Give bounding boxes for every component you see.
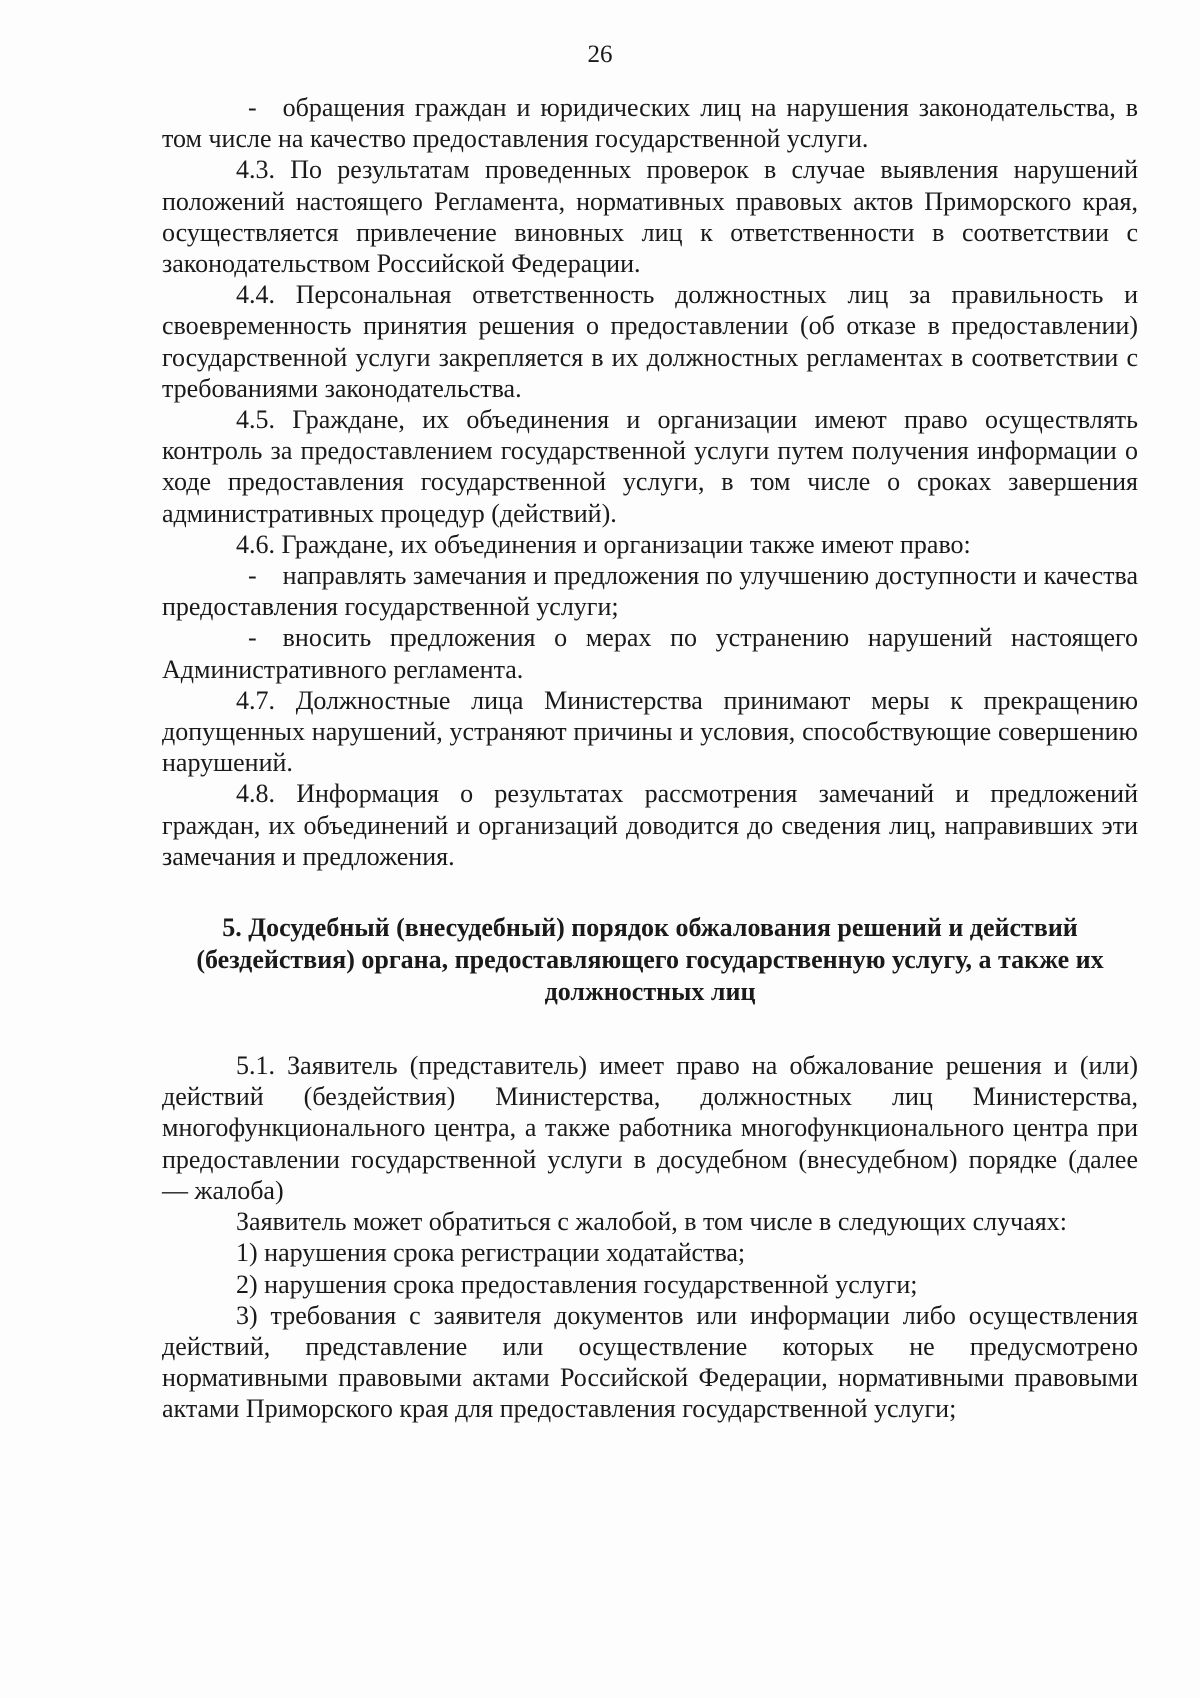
list-item-2: 2) нарушения срока предоставления государственной услуги; — [236, 1269, 918, 1299]
paragraph-4-3: 4.3. По результатам проведенных проверок в случае выявления нарушений положений настоящего Регламента, нормативных правовых актов Приморского края, осуществляется привлечение виновных лиц к ответственности в соответствии с законодательством Российской Федерации. — [162, 155, 1138, 279]
paragraph-4-5: 4.5. Граждане, их объединения и организации имеют право осуществлять контроль за предоставлением государственной услуги путем получения информации о ходе предоставления государственной услуги, в том числе о сроках завершения административных процедур (действий). — [162, 405, 1138, 528]
page-number: 26 — [587, 41, 613, 68]
section-5-heading: 5. Досудебный (внесудебный) порядок обжалования решений и действий (бездействия) органа, предоставляющего государственную услугу, а также их должностных лиц — [196, 913, 1104, 1007]
paragraph-5-1: 5.1. Заявитель (представитель) имеет право на обжалование решения и (или) действий (бездействия) Министерства, должностных лиц Министерства, многофункционального центра, а также работника многофункционального центра при предоставлении государственной услуги в досудебном (внесудебном) порядке (далее — жалоба) — [162, 1051, 1138, 1205]
paragraph-4-6-item-2: - вносить предложения о мерах по устранению нарушений настоящего Административного регламента. — [162, 623, 1138, 684]
list-item-3: 3) требования с заявителя документов или информации либо осуществления действий, представление или осуществление которых не предусмотрено нормативными правовыми актами Российской Федерации, нормативными правовыми актами Приморского края для предоставления государственной услуги; — [162, 1300, 1138, 1424]
paragraph-complaint-cases-intro: Заявитель может обратиться с жалобой, в том числе в следующих случаях: — [236, 1207, 1067, 1237]
paragraph-4-4: 4.4. Персональная ответственность должностных лиц за правильность и своевременность принятия решения о предоставлении (об отказе в предоставлении) государственной услуги закрепляется в их должностных регламентах в соответствии с требованиями законодательства. — [162, 280, 1138, 403]
list-item-1: 1) нарушения срока регистрации ходатайства; — [236, 1238, 746, 1268]
paragraph-4-6: 4.6. Граждане, их объединения и организации также имеют право: — [236, 529, 971, 559]
paragraph-complaints-dash: - обращения граждан и юридических лиц на нарушения законодательства, в том числе на качество предоставления государственной услуги. — [162, 93, 1138, 154]
document-body — [162, 92, 1138, 1425]
paragraph-4-6-item-1: - направлять замечания и предложения по улучшению доступности и качества предоставления государственной услуги; — [162, 561, 1138, 622]
paragraph-4-8: 4.8. Информация о результатах рассмотрения замечаний и предложений граждан, их объединений и организаций доводится до сведения лиц, направивших эти замечания и предложения. — [162, 779, 1138, 871]
paragraph-4-7: 4.7. Должностные лица Министерства принимают меры к прекращению допущенных нарушений, устраняют причины и условия, способствующие совершению нарушений. — [162, 685, 1138, 778]
